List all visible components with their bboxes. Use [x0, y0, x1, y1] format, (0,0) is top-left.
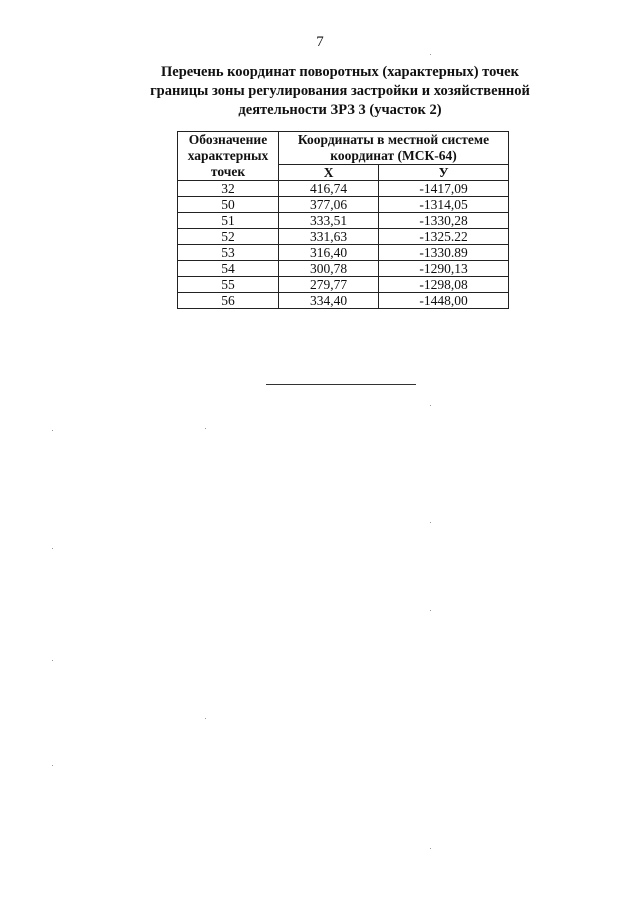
scan-speck	[205, 428, 206, 429]
cell-x: 377,06	[279, 197, 379, 213]
cell-x: 316,40	[279, 245, 379, 261]
header-x: X	[279, 165, 379, 181]
scan-speck	[430, 610, 431, 611]
cell-y: -1417,09	[379, 181, 509, 197]
coordinates-table	[177, 131, 509, 309]
scan-speck	[430, 54, 431, 55]
document-title	[100, 63, 580, 120]
cell-y: -1325.22	[379, 229, 509, 245]
cell-y: -1330,28	[379, 213, 509, 229]
title-line: границы зоны регулирования застройки и хозяйственной	[150, 83, 530, 99]
cell-x: 334,40	[279, 293, 379, 309]
table-row	[178, 213, 509, 229]
header-designation-line: точек	[210, 164, 246, 179]
scan-speck	[430, 848, 431, 849]
scan-speck	[430, 405, 431, 406]
cell-x: 333,51	[279, 213, 379, 229]
page-number: 7	[316, 34, 324, 50]
cell-y: -1448,00	[379, 293, 509, 309]
cell-y: -1330.89	[379, 245, 509, 261]
title-line: деятельности ЗРЗ 3 (участок 2)	[238, 102, 442, 118]
header-coordinates-line: Координаты в местной системе	[297, 132, 490, 147]
cell-y: -1314,05	[379, 197, 509, 213]
header-designation	[178, 132, 279, 181]
table-row	[178, 293, 509, 309]
cell-point: 50	[178, 197, 279, 213]
cell-y: -1298,08	[379, 277, 509, 293]
cell-x: 331,63	[279, 229, 379, 245]
table-row	[178, 261, 509, 277]
header-coordinates-line: координат (МСК-64)	[330, 148, 457, 163]
scan-speck	[52, 765, 53, 766]
cell-x: 416,74	[279, 181, 379, 197]
cell-point: 52	[178, 229, 279, 245]
table-row	[178, 277, 509, 293]
scan-speck	[52, 548, 53, 549]
cell-x: 279,77	[279, 277, 379, 293]
header-designation-line: Обозначение	[188, 132, 268, 147]
cell-point: 55	[178, 277, 279, 293]
table-row	[178, 229, 509, 245]
table-row	[178, 181, 509, 197]
title-line: Перечень координат поворотных (характерных) точек	[161, 64, 519, 80]
closing-divider	[266, 384, 416, 385]
scan-speck	[52, 660, 53, 661]
cell-point: 53	[178, 245, 279, 261]
header-y: У	[379, 165, 509, 181]
cell-point: 32	[178, 181, 279, 197]
table-row	[178, 197, 509, 213]
scan-speck	[205, 718, 206, 719]
cell-x: 300,78	[279, 261, 379, 277]
cell-point: 54	[178, 261, 279, 277]
header-coordinates	[279, 132, 509, 165]
cell-point: 56	[178, 293, 279, 309]
cell-point: 51	[178, 213, 279, 229]
scan-speck	[52, 430, 53, 431]
table-row	[178, 245, 509, 261]
cell-y: -1290,13	[379, 261, 509, 277]
scan-speck	[430, 522, 431, 523]
header-designation-line: характерных	[187, 148, 269, 163]
